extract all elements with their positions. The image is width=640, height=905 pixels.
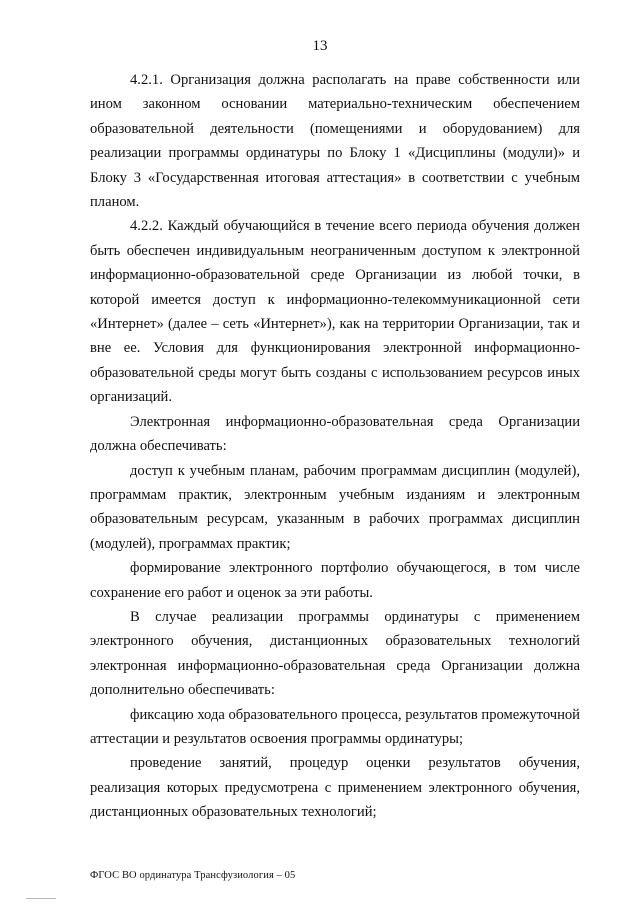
paragraph-environment-requirements: Электронная информационно-образовательная среда Организации должна обеспечивать: <box>90 413 580 455</box>
scan-edge-mark <box>26 898 56 899</box>
paragraph-4-2-1: 4.2.1. Организация должна располагать на праве собственности или ином законном основании материально-техническим обеспечением образовательной деятельности (помещениями и оборудованием) для реализации программы ординатуры по Блоку 1 «Дисциплины (модули)» и Блоку 3 «Государственная итоговая аттестация» в соответствии с учебным планом. <box>90 72 580 211</box>
paragraph-process-recording: фиксацию хода образовательного процесса, результатов промежуточной аттестации и результатов освоения программы ординатуры; <box>90 706 580 747</box>
paragraph-portfolio: формирование электронного портфолио обучающегося, в том числе сохранение его работ и оценок за эти работы. <box>90 560 580 601</box>
page-number: 13 <box>312 38 328 54</box>
paragraph-distance-learning: В случае реализации программы ординатуры с применением электронного обучения, дистанционных образовательных технологий электронная информационно-образовательная среда Организации должна дополнительно обеспечивать: <box>90 608 580 699</box>
paragraph-classes-and-assessment: проведение занятий, процедур оценки результатов обучения, реализация которых предусмотрена с применением электронного обучения, дистанционных образовательных технологий; <box>90 755 580 821</box>
document-body <box>90 68 580 825</box>
paragraph-access-to-plans: доступ к учебным планам, рабочим программам дисциплин (модулей), программам практик, электронным учебным изданиям и электронным образовательным ресурсам, указанным в рабочих программах дисциплин (модулей), программах практик; <box>90 462 580 552</box>
page-footer: ФГОС ВО ординатура Трансфузиология – 05 <box>90 870 296 881</box>
paragraph-4-2-2: 4.2.2. Каждый обучающийся в течение всего периода обучения должен быть обеспечен индивидуальным неограниченным доступом к электронной информационно-образовательной среде Организации из любой точки, в которой имеется доступ к информационно-телекоммуникационной сети «Интернет» (далее – сеть «Интернет»), как на территории Организации, так и вне ее. Условия для функционирования электронной информационно-образовательной среды могут быть созданы с использованием ресурсов иных организаций. <box>90 218 580 406</box>
